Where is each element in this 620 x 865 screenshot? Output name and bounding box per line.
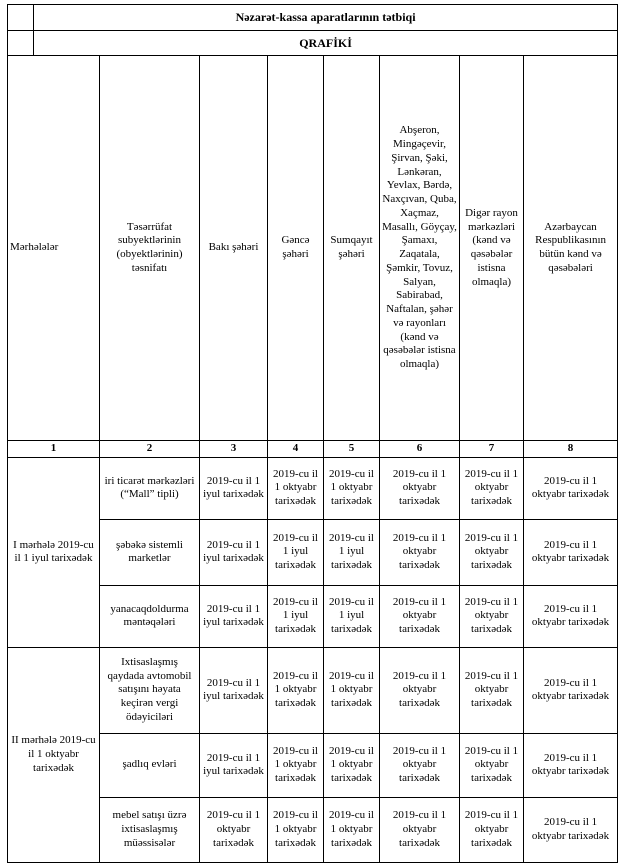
header-cell-ganja: Gəncə şəhəri [268, 56, 324, 441]
category-cell: şəbəkə sistemli marketlər [100, 519, 200, 585]
date-cell: 2019-cu il 1 oktyabr tarixədək [200, 797, 268, 862]
header-row [8, 56, 618, 441]
date-cell: 2019-cu il 1 oktyabr tarixədək [524, 457, 618, 519]
column-number: 3 [200, 441, 268, 458]
stage-cell: I mərhələ 2019-cu il 1 iyul tarixədək [8, 457, 100, 647]
table-row [8, 457, 618, 519]
date-cell: 2019-cu il 1 oktyabr tarixədək [524, 797, 618, 862]
document-subtitle: QRAFİKİ [34, 31, 618, 56]
document-title: Nəzarət-kassa aparatlarının tətbiqi [34, 5, 618, 31]
category-cell: mebel satışı üzrə ixtisaslaşmış müəssisələr [100, 797, 200, 862]
header-cell-villages: Azərbaycan Respublikasının bütün kənd və qəsəbələri [524, 56, 618, 441]
schedule-table [7, 4, 618, 863]
column-number: 4 [268, 441, 324, 458]
title-row [8, 5, 618, 31]
date-cell: 2019-cu il 1 oktyabr tarixədək [524, 519, 618, 585]
header-cell-regions-list: Abşeron, Mingəçevir, Şirvan, Şəki, Lənkəran, Yevlax, Bərdə, Naxçıvan, Quba, Xaçmaz, Masallı, Göyçay, Şamaxı, Zaqatala, Şəmkir, Tovuz, Salyan, Sabirabad, Naftalan, şəhər və rayonları (kənd və qəsəbələr istisna olmaqla) [380, 56, 460, 441]
date-cell: 2019-cu il 1 oktyabr tarixədək [324, 457, 380, 519]
column-number-row [8, 441, 618, 458]
date-cell: 2019-cu il 1 oktyabr tarixədək [460, 585, 524, 647]
subtitle-row [8, 31, 618, 56]
date-cell: 2019-cu il 1 oktyabr tarixədək [268, 733, 324, 797]
date-cell: 2019-cu il 1 oktyabr tarixədək [380, 797, 460, 862]
date-cell: 2019-cu il 1 oktyabr tarixədək [460, 797, 524, 862]
category-cell: Ixtisaslaşmış qaydada avtomobil satışını həyata keçirən vergi ödəyiciləri [100, 647, 200, 733]
date-cell: 2019-cu il 1 oktyabr tarixədək [380, 647, 460, 733]
column-number: 6 [380, 441, 460, 458]
date-cell: 2019-cu il 1 oktyabr tarixədək [268, 797, 324, 862]
subtitle-left-spacer [8, 31, 34, 56]
table-row [8, 519, 618, 585]
date-cell: 2019-cu il 1 oktyabr tarixədək [460, 647, 524, 733]
date-cell: 2019-cu il 1 oktyabr tarixədək [324, 733, 380, 797]
table-row [8, 647, 618, 733]
date-cell: 2019-cu il 1 oktyabr tarixədək [460, 457, 524, 519]
date-cell: 2019-cu il 1 oktyabr tarixədək [324, 797, 380, 862]
column-number: 7 [460, 441, 524, 458]
category-cell: şadlıq evləri [100, 733, 200, 797]
date-cell: 2019-cu il 1 iyul tarixədək [200, 457, 268, 519]
date-cell: 2019-cu il 1 oktyabr tarixədək [524, 647, 618, 733]
date-cell: 2019-cu il 1 oktyabr tarixədək [524, 585, 618, 647]
header-cell-other-districts: Digər rayon mərkəzləri (kənd və qəsəbələr istisna olmaqla) [460, 56, 524, 441]
date-cell: 2019-cu il 1 oktyabr tarixədək [268, 457, 324, 519]
table-row [8, 585, 618, 647]
header-cell-classification: Təsərrüfat subyektlərinin (obyektlərinin) təsnifatı [100, 56, 200, 441]
header-cell-stages: Mərhələlər [8, 56, 100, 441]
date-cell: 2019-cu il 1 iyul tarixədək [200, 647, 268, 733]
date-cell: 2019-cu il 1 iyul tarixədək [324, 519, 380, 585]
date-cell: 2019-cu il 1 iyul tarixədək [268, 585, 324, 647]
table-row [8, 797, 618, 862]
date-cell: 2019-cu il 1 oktyabr tarixədək [380, 733, 460, 797]
column-number: 5 [324, 441, 380, 458]
date-cell: 2019-cu il 1 iyul tarixədək [200, 585, 268, 647]
table-row [8, 733, 618, 797]
category-cell: yanacaqdoldurma məntəqələri [100, 585, 200, 647]
stage-cell: II mərhələ 2019-cu il 1 oktyabr tarixədək [8, 647, 100, 862]
title-left-spacer [8, 5, 34, 31]
date-cell: 2019-cu il 1 oktyabr tarixədək [268, 647, 324, 733]
date-cell: 2019-cu il 1 oktyabr tarixədək [324, 647, 380, 733]
date-cell: 2019-cu il 1 oktyabr tarixədək [460, 519, 524, 585]
date-cell: 2019-cu il 1 iyul tarixədək [200, 733, 268, 797]
column-number: 8 [524, 441, 618, 458]
date-cell: 2019-cu il 1 iyul tarixədək [268, 519, 324, 585]
date-cell: 2019-cu il 1 iyul tarixədək [200, 519, 268, 585]
date-cell: 2019-cu il 1 oktyabr tarixədək [524, 733, 618, 797]
date-cell: 2019-cu il 1 oktyabr tarixədək [460, 733, 524, 797]
category-cell: iri ticarət mərkəzləri (“Mall” tipli) [100, 457, 200, 519]
date-cell: 2019-cu il 1 iyul tarixədək [324, 585, 380, 647]
date-cell: 2019-cu il 1 oktyabr tarixədək [380, 585, 460, 647]
header-cell-sumqayit: Sumqayıt şəhəri [324, 56, 380, 441]
column-number: 2 [100, 441, 200, 458]
date-cell: 2019-cu il 1 oktyabr tarixədək [380, 457, 460, 519]
date-cell: 2019-cu il 1 oktyabr tarixədək [380, 519, 460, 585]
column-number: 1 [8, 441, 100, 458]
header-cell-baku: Bakı şəhəri [200, 56, 268, 441]
